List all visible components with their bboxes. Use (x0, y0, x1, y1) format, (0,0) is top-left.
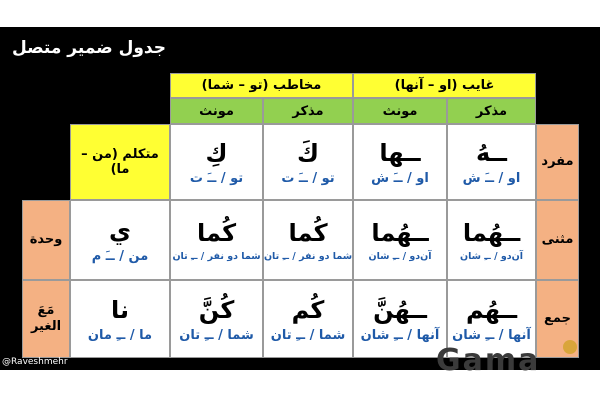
cell-mosanna-ghayeb-mozakkar: ــهُما آن‌دو / ــِ شان (447, 200, 536, 280)
watermark-text: @Raveshmehr (2, 357, 68, 367)
brand-logo: Gama (436, 343, 541, 378)
cell-vahdeh: ي من / ــَ م (70, 200, 170, 280)
cell-jam-mokhatab-mozakkar: كُم شما / ــِ تان (263, 280, 353, 358)
cell-mosanna-ghayeb-moannas: ــهُما آن‌دو / ــِ شان (353, 200, 447, 280)
cell-mofrad-ghayeb-moannas: ــها او / ــَ ش (353, 124, 447, 200)
page-title: جدول ضمیر متصل (12, 38, 166, 58)
row-label-vahdeh: وحدة (22, 200, 70, 280)
cell-mosanna-mokhatab-mozakkar: كُما شما دو نفر / ــِ تان (263, 200, 353, 280)
cell-mofrad-mokhatab-mozakkar: كَ تو / ــَ ت (263, 124, 353, 200)
row-label-maalghair: مَعَ الغیر (22, 280, 70, 358)
header-mokhatab-moannas: مونث (170, 98, 263, 124)
row-label-mosanna: مثنی (536, 200, 579, 280)
header-mokhatab-mozakkar: مذکر (263, 98, 353, 124)
cell-mosanna-mokhatab-moannas: كُما شما دو نفر / ــِ تان (170, 200, 263, 280)
cell-maalghair: نا ما / ــِ مان (70, 280, 170, 358)
row-label-jam: جمع (536, 280, 579, 358)
logo-dot-icon (563, 340, 577, 354)
cell-mofrad-ghayeb-mozakkar: ــهُ او / ــَ ش (447, 124, 536, 200)
header-ghayeb-mozakkar: مذکر (447, 98, 536, 124)
header-mokhatab: مخاطب (تو – شما) (170, 73, 353, 98)
cell-jam-mokhatab-moannas: كُنَّ شما / ــِ تان (170, 280, 263, 358)
cell-mofrad-mokhatab-moannas: كِ تو / ــَ ت (170, 124, 263, 200)
cell-jam-ghayeb-mozakkar: ــهُم آنها / ــِ شان (447, 280, 536, 358)
row-label-mofrad: مفرد (536, 124, 579, 200)
header-motakallem: متکلم (من – ما) (70, 124, 170, 200)
header-ghayeb: غایب (او – آنها) (353, 73, 536, 98)
header-ghayeb-moannas: مونث (353, 98, 447, 124)
cell-jam-ghayeb-moannas: ــهُنَّ آنها / ــِ شان (353, 280, 447, 358)
